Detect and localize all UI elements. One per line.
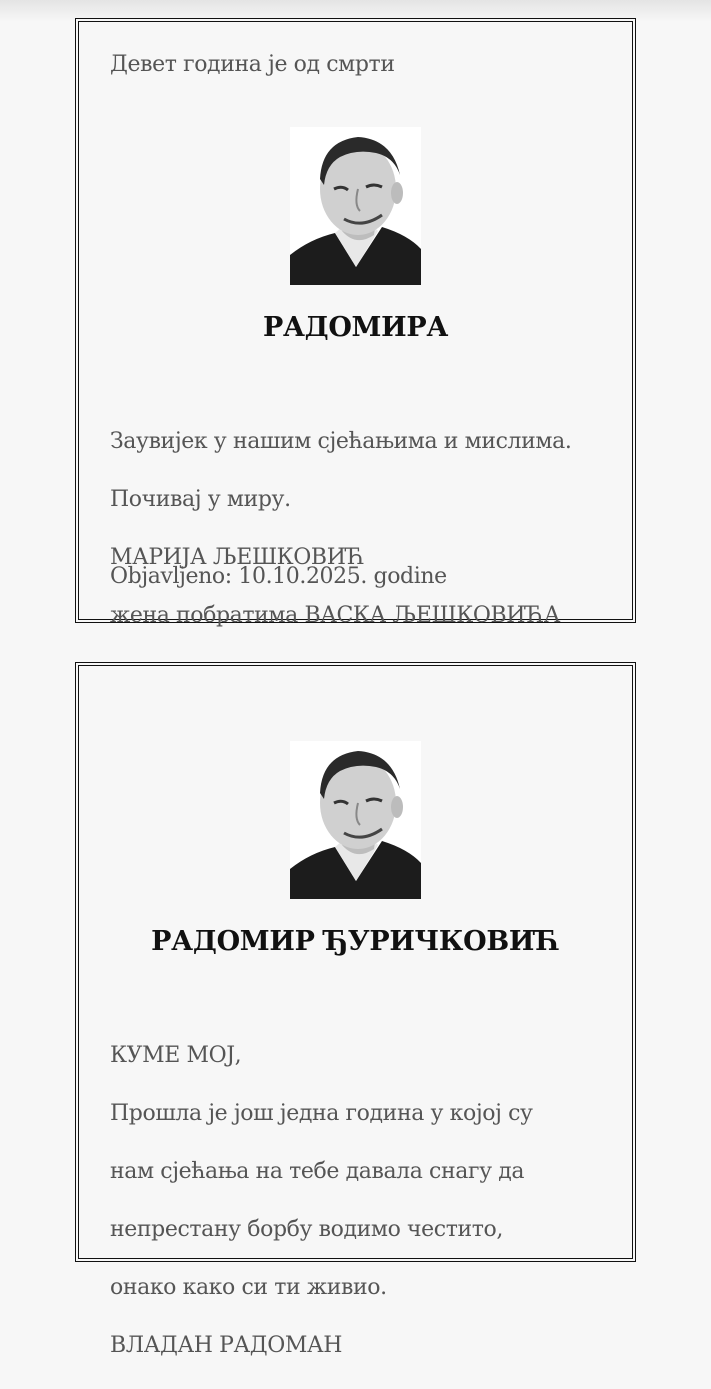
portrait-image bbox=[290, 127, 421, 285]
obituary-message bbox=[110, 1012, 533, 1389]
message-line: КУМЕ МОЈ, bbox=[110, 1043, 242, 1068]
obituary-intro: Девет година је од смрти bbox=[110, 52, 395, 77]
portrait-photo bbox=[290, 127, 421, 285]
obituary-message bbox=[110, 398, 571, 659]
message-line: ВЛАДАН РАДОМАН bbox=[110, 1333, 343, 1358]
message-line: Заувијек у нашим сјећањима и мислима. bbox=[110, 429, 572, 454]
message-line: онако како си ти живио. bbox=[110, 1275, 387, 1300]
deceased-name: РАДОМИР ЂУРИЧКОВИЋ bbox=[151, 926, 560, 957]
message-line: Почивај у миру. bbox=[110, 487, 291, 512]
obituary-card[interactable] bbox=[75, 18, 636, 628]
message-line: МАРИЈА ЉЕШКОВИЋ bbox=[110, 545, 365, 570]
message-line: Прошла је још једна година у којој су bbox=[110, 1101, 533, 1126]
published-date: Objavljeno: 10.10.2025. godine bbox=[110, 564, 447, 589]
deceased-name: РАДОМИРА bbox=[262, 312, 449, 343]
message-line: жена побратима ВАСКА ЉЕШКОВИЋА bbox=[110, 603, 561, 628]
message-line: нам сјећања на тебе давала снагу да bbox=[110, 1159, 525, 1184]
message-line: непрестану борбу водимо честито, bbox=[110, 1217, 503, 1242]
portrait-image bbox=[290, 741, 421, 899]
portrait-photo bbox=[290, 741, 421, 899]
obituary-card[interactable] bbox=[75, 662, 636, 1358]
